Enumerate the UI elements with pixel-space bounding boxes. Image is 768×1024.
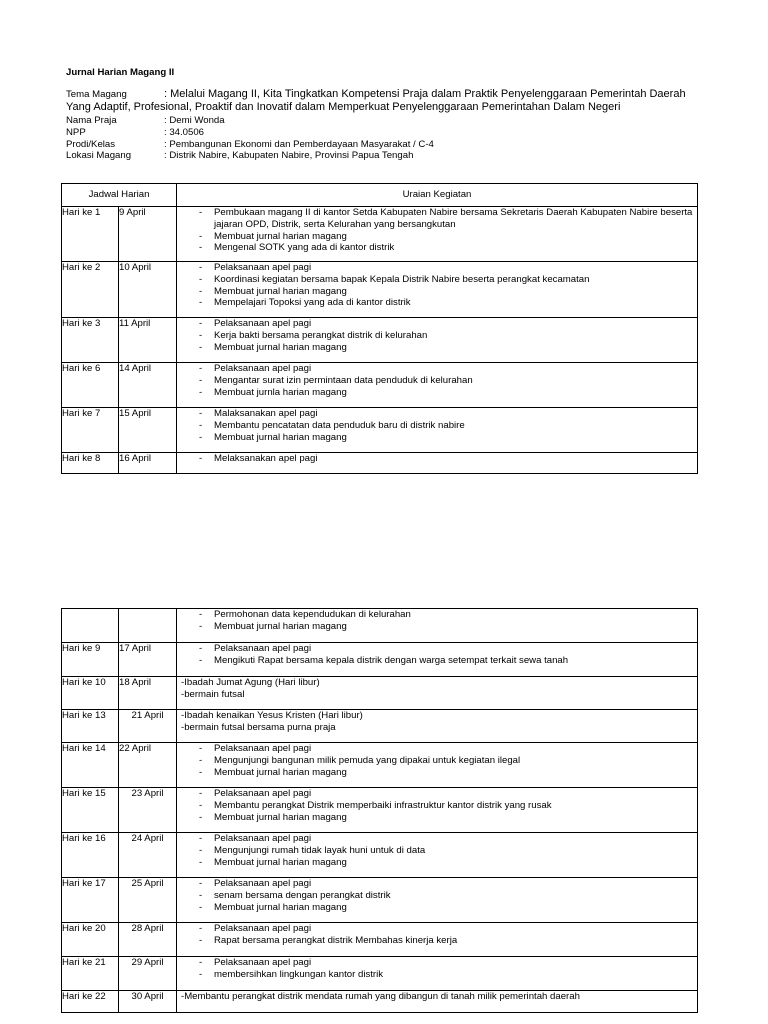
document-title: Jurnal Harian Magang II — [66, 67, 175, 78]
activity-list — [177, 833, 697, 868]
activity-item: - Membuat jurnla harian magang — [177, 387, 697, 399]
activity-item: - Membuat jurnal harian magang — [177, 621, 697, 633]
table-row — [62, 408, 698, 453]
info-row-name — [66, 115, 434, 127]
activity-list — [177, 453, 697, 465]
activity-cell — [177, 453, 698, 474]
date-cell: 18 April — [119, 677, 177, 710]
activity-item: - Mempelajari Topoksi yang ada di kantor distrik — [177, 297, 697, 309]
date-cell: 10 April — [119, 262, 177, 318]
activity-item: - Pelaksanaan apel pagi — [177, 957, 697, 969]
date-cell: 28 April — [119, 923, 177, 957]
activity-list — [177, 743, 697, 778]
day-cell: Hari ke 9 — [62, 643, 119, 677]
table-row — [62, 677, 698, 710]
activity-cell — [177, 710, 698, 743]
day-cell: Hari ke 8 — [62, 453, 119, 474]
activity-note: -Ibadah kenaikan Yesus Kristen (Hari libur) — [181, 710, 363, 721]
activity-item: - Membuat jurnal harian magang — [177, 857, 697, 869]
activity-cell — [177, 318, 698, 363]
date-cell: 16 April — [119, 453, 177, 474]
activity-cell — [177, 363, 698, 408]
activity-cell — [177, 957, 698, 991]
info-label: NPP — [66, 126, 86, 138]
activity-list — [177, 408, 697, 443]
day-cell: Hari ke 2 — [62, 262, 119, 318]
day-cell: Hari ke 6 — [62, 363, 119, 408]
activity-cell — [177, 833, 698, 878]
activity-item: - Membuat jurnal harian magang — [177, 767, 697, 779]
theme-label: Tema Magang — [66, 89, 127, 100]
activity-item: - Membuat jurnal harian magang — [177, 342, 697, 354]
table-row — [62, 878, 698, 923]
activity-list — [177, 788, 697, 823]
day-cell: Hari ke 17 — [62, 878, 119, 923]
column-header-activities: Uraian Kegiatan — [177, 184, 698, 207]
date-cell: 15 April — [119, 408, 177, 453]
activity-notes — [177, 710, 697, 734]
activity-notes — [177, 991, 697, 1003]
activity-cell — [177, 262, 698, 318]
activity-item: - Pelaksanaan apel pagi — [177, 363, 697, 375]
activity-item: - Pelaksanaan apel pagi — [177, 878, 697, 890]
journal-table-page-2 — [61, 608, 698, 1013]
activity-item: - Melaksanakan apel pagi — [177, 453, 697, 465]
activity-cell — [177, 991, 698, 1013]
student-info — [66, 115, 434, 162]
activity-note: -bermain futsal — [181, 688, 245, 700]
internship-theme — [66, 88, 706, 114]
day-cell: Hari ke 7 — [62, 408, 119, 453]
activity-list — [177, 363, 697, 398]
activity-item: - Mengantar surat izin permintaan data penduduk di kelurahan — [177, 375, 697, 387]
table-row — [62, 643, 698, 677]
table-row — [62, 609, 698, 643]
info-value: : Demi Wonda — [164, 115, 225, 126]
table-row — [62, 991, 698, 1013]
info-label: Lokasi Magang — [66, 150, 132, 162]
day-cell: Hari ke 22 — [62, 991, 119, 1013]
activity-item: - Koordinasi kegiatan bersama bapak Kepala Distrik Nabire beserta perangkat kecamatan — [177, 274, 697, 286]
day-cell: Hari ke 3 — [62, 318, 119, 363]
info-label: Prodi/Kelas — [66, 138, 116, 150]
date-cell: 14 April — [119, 363, 177, 408]
date-cell: 29 April — [119, 957, 177, 991]
activity-note: -Ibadah Jumat Agung (Hari libur) — [181, 677, 320, 688]
column-header-schedule: Jadwal Harian — [62, 184, 177, 207]
day-cell: Hari ke 20 — [62, 923, 119, 957]
activity-item: - Pelaksanaan apel pagi — [177, 833, 697, 845]
activity-notes — [177, 677, 697, 701]
info-row-npp — [66, 127, 434, 139]
activity-cell — [177, 408, 698, 453]
table-row — [62, 788, 698, 833]
info-value: : Pembangunan Ekonomi dan Pemberdayaan Masyarakat / C-4 — [164, 138, 434, 150]
activity-item: - Membuat jurnal harian magang — [177, 286, 697, 298]
table-row — [62, 363, 698, 408]
activity-item: - Malaksanakan apel pagi — [177, 408, 697, 420]
table-row — [62, 318, 698, 363]
info-value: : Distrik Nabire, Kabupaten Nabire, Provinsi Papua Tengah — [164, 150, 414, 162]
info-value: : 34.0506 — [164, 126, 205, 138]
activity-item: - Permohonan data kependudukan di kelurahan — [177, 609, 697, 621]
activity-cell — [177, 207, 698, 262]
table-row — [62, 743, 698, 788]
date-cell: 25 April — [119, 878, 177, 923]
activity-item: - Membantu pencatatan data penduduk baru di distrik nabire — [177, 420, 697, 432]
activity-item: - Membuat jurnal harian magang — [177, 902, 697, 914]
activity-cell — [177, 609, 698, 643]
activity-list — [177, 957, 697, 981]
activity-item: - Pelaksanaan apel pagi — [177, 923, 697, 935]
activity-list — [177, 878, 697, 913]
activity-cell — [177, 643, 698, 677]
table-row — [62, 923, 698, 957]
theme-value: : Melalui Magang II, Kita Tingkatkan Kompetensi Praja dalam Praktik Penyelenggaraan Pemerintah Daerah Yang Adaptif, Profesional, Proaktif dan Inovatif dalam Memperkuat Penyelenggaraan Pemerintahan Dalam Negeri — [66, 88, 686, 113]
date-cell: 9 April — [119, 207, 177, 262]
day-cell: Hari ke 16 — [62, 833, 119, 878]
activity-item: - Rapat bersama perangkat distrik Membahas kinerja kerja — [177, 935, 697, 947]
activity-note: -Membantu perangkat distrik mendata rumah yang dibangun di tanah milik pemerintah daerah — [181, 991, 580, 1002]
date-cell — [119, 609, 177, 643]
activity-list — [177, 318, 697, 353]
date-cell: 22 April — [119, 743, 177, 788]
activity-item: - Pelaksanaan apel pagi — [177, 318, 697, 330]
day-cell: Hari ke 13 — [62, 710, 119, 743]
activity-item: - Pelaksanaan apel pagi — [177, 643, 697, 655]
table-row — [62, 262, 698, 318]
table-row — [62, 710, 698, 743]
day-cell: Hari ke 10 — [62, 677, 119, 710]
table-row — [62, 207, 698, 262]
activity-cell — [177, 923, 698, 957]
activity-item: - senam bersama dengan perangkat distrik — [177, 890, 697, 902]
activity-note: -bermain futsal bersama purna praja — [181, 721, 336, 733]
day-cell: Hari ke 15 — [62, 788, 119, 833]
day-cell — [62, 609, 119, 643]
activity-item: - membersihkan lingkungan kantor distrik — [177, 969, 697, 981]
activity-item: - Membuat jurnal harian magang — [177, 432, 697, 444]
activity-list — [177, 643, 697, 667]
activity-cell — [177, 788, 698, 833]
day-cell: Hari ke 1 — [62, 207, 119, 262]
activity-item: - Pelaksanaan apel pagi — [177, 788, 697, 800]
table-row — [62, 453, 698, 474]
activity-item: - Mengunjungi bangunan milik pemuda yang dipakai untuk kegiatan ilegal — [177, 755, 697, 767]
table-row — [62, 833, 698, 878]
activity-item: - Membuat jurnal harian magang — [177, 812, 697, 824]
activity-item: - Membantu perangkat Distrik memperbaiki infrastruktur kantor distrik yang rusak — [177, 800, 697, 812]
date-cell: 23 April — [119, 788, 177, 833]
activity-list — [177, 609, 697, 633]
day-cell: Hari ke 14 — [62, 743, 119, 788]
info-row-location — [66, 150, 434, 162]
activity-item: - Kerja bakti bersama perangkat distrik di kelurahan — [177, 330, 697, 342]
activity-list — [177, 207, 697, 254]
activity-item: - Pelaksanaan apel pagi — [177, 743, 697, 755]
table-row — [62, 957, 698, 991]
date-cell: 17 April — [119, 643, 177, 677]
activity-item: - Pelaksanaan apel pagi — [177, 262, 697, 274]
activity-cell — [177, 743, 698, 788]
date-cell: 30 April — [119, 991, 177, 1013]
activity-list — [177, 262, 697, 309]
activity-item: - Mengenal SOTK yang ada di kantor distrik — [177, 242, 697, 254]
activity-item: - Mengikuti Rapat bersama kepala distrik dengan warga setempat terkait sewa tanah — [177, 655, 697, 667]
activity-item: - Pembukaan magang II di kantor Setda Kabupaten Nabire bersama Sekretaris Daerah Kabupaten Nabire beserta jajaran OPD, Distrik, serta Kelurahan yang bersangkutan — [177, 207, 697, 231]
info-label: Nama Praja — [66, 115, 117, 126]
activity-item: - Mengunjungi rumah tidak layak huni untuk di data — [177, 845, 697, 857]
info-row-program — [66, 139, 434, 151]
activity-cell — [177, 878, 698, 923]
date-cell: 11 April — [119, 318, 177, 363]
date-cell: 21 April — [119, 710, 177, 743]
date-cell: 24 April — [119, 833, 177, 878]
activity-cell — [177, 677, 698, 710]
activity-item: - Membuat jurnal harian magang — [177, 231, 697, 243]
day-cell: Hari ke 21 — [62, 957, 119, 991]
journal-table-page-1 — [61, 183, 698, 474]
activity-list — [177, 923, 697, 947]
